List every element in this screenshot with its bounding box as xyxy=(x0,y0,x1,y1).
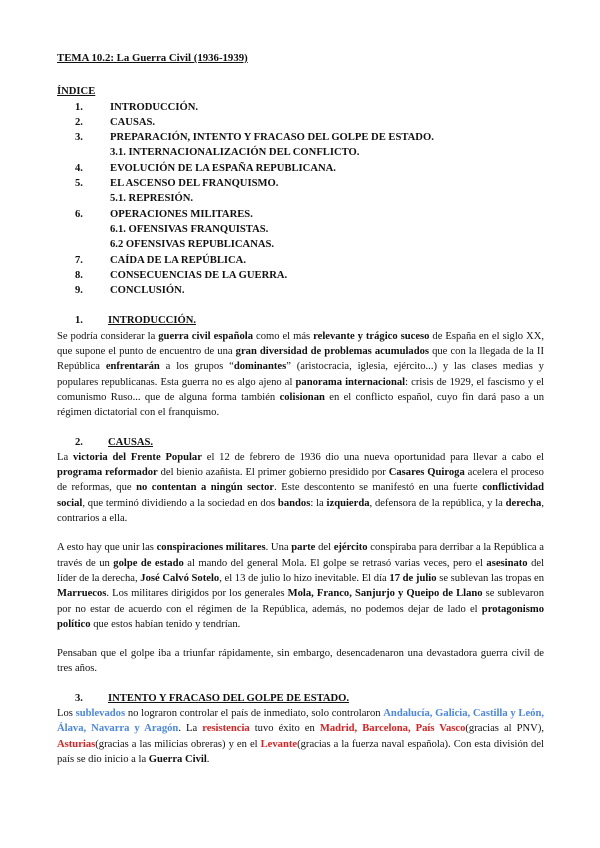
index-item: 5. EL ASCENSO DEL FRANQUISMO. xyxy=(75,178,279,190)
paragraph-introduccion: Se podría considerar la guerra civil española como el más relevante y trágico suceso de España en el siglo XX, que supone el punto de encuentro de una gran diversidad de problemas acumulados que con la llegada de la II República enfrentarán a los grupos “dominantes” (aristocracia, iglesia, ejército...) y las clases medias y populares republicanas. Esta guerra no es algo ajeno al panorama internacional: crisis de 1929, el fascismo y el comunismo Ruso... que de alguna forma también colisionan en el conflicto español, cuyo fin dará paso a un régimen dictatorial con el franquismo. xyxy=(57,330,545,419)
section-heading-intento: 3. INTENTO Y FRACASO DEL GOLPE DE ESTADO. xyxy=(75,692,350,704)
index-item: 6. OPERACIONES MILITARES. xyxy=(75,208,253,220)
index-heading: ÍNDICE xyxy=(57,86,96,98)
index-item: 1. INTRODUCCIÓN. xyxy=(75,101,198,113)
index-list xyxy=(57,100,544,299)
document-title: TEMA 10.2: La Guerra Civil (1936-1939) xyxy=(57,52,248,64)
index-item: 9. CONCLUSIÓN. xyxy=(75,285,185,297)
paragraph-causas-2: A esto hay que unir las conspiraciones militares. Una parte del ejército conspiraba para derribar a la República a través de un golpe de estado al mando del general Mola. El golpe se retrasó varias veces, pero el asesinato del líder de la derecha, José Calvó Sotelo, el 13 de julio lo hizo inevitable. El día 17 de julio se sublevan las tropas en Marruecos. Los militares dirigidos por los generales Mola, Franco, Sanjurjo y Queipo de Llano se sublevaron por no estar de acuerdo con el régimen de la República, además, no podemos dejar de lado el protagonismo político que estos habían tenido y tendrían. xyxy=(57,542,545,630)
index-subitem: 3.1. INTERNACIONALIZACIÓN DEL CONFLICTO. xyxy=(110,147,360,159)
section-heading-causas: 2. CAUSAS. xyxy=(75,436,154,448)
index-item: 3. PREPARACIÓN, INTENTO Y FRACASO DEL GOLPE DE ESTADO. xyxy=(75,132,434,144)
index-subitem: 5.1. REPRESIÓN. xyxy=(110,193,193,205)
index-item: 2. CAUSAS. xyxy=(75,116,156,128)
index-subitem: 6.2 OFENSIVAS REPUBLICANAS. xyxy=(110,239,275,251)
index-item: 7. CAÍDA DE LA REPÚBLICA. xyxy=(75,254,246,266)
section-heading-introduccion: 1. INTRODUCCIÓN. xyxy=(75,315,196,327)
index-item: 4. EVOLUCIÓN DE LA ESPAÑA REPUBLICANA. xyxy=(75,162,336,174)
document-content xyxy=(57,51,544,781)
paragraph-causas-1: La victoria del Frente Popular el 12 de febrero de 1936 dio una nueva oportunidad para llevar a cabo el programa reformador del bienio azañista. El primer gobierno presidido por Casares Quiroga acelera el proceso de reformas, que no contentan a ningún sector. Este descontento se manifestó en una fuerte conflictividad social, que terminó dividiendo a la sociedad en dos bandos: la izquierda, defensora de la república, y la derecha, contrarios a ella. xyxy=(57,451,545,525)
index-item: 8. CONSECUENCIAS DE LA GUERRA. xyxy=(75,269,288,281)
paragraph-intento: Los sublevados no lograron controlar el país de inmediato, solo controlaron Andalucía, Galicia, Castilla y León, Álava, Navarra y Aragón. La resistencia tuvo éxito en Madrid, Barcelona, País Vasco(gracias al PNV), Asturias(gracias a las milicias obreras) y en el Levante(gracias a la fuerza naval española). Con esta división del país se dio inicio a la Guerra Civil. xyxy=(57,707,544,765)
index-subitem: 6.1. OFENSIVAS FRANQUISTAS. xyxy=(110,223,269,235)
paragraph-causas-3: Pensaban que el golpe iba a triunfar rápidamente, sin embargo, desencadenaron una devastadora guerra civil de tres años. xyxy=(57,648,544,675)
